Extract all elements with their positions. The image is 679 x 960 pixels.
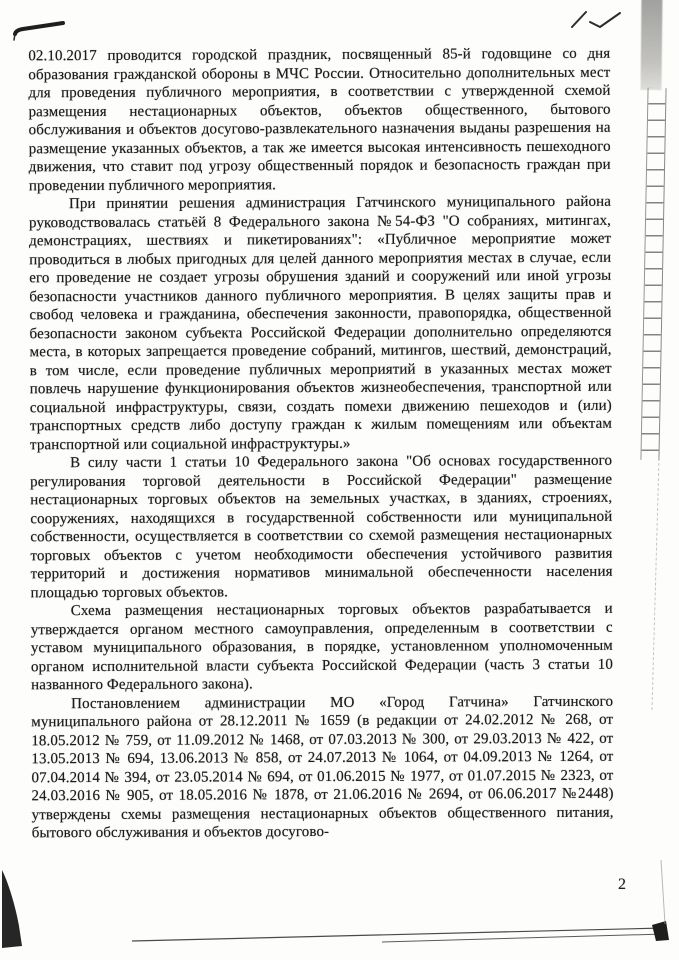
pen-mark-check-icon	[590, 13, 620, 27]
page-number: 2	[618, 876, 626, 893]
corner-shadow-icon	[2, 870, 22, 948]
fold-line-lower	[382, 934, 664, 942]
page-edge-line	[651, 458, 659, 710]
pen-mark-top-left-icon	[15, 23, 63, 34]
paragraph-continuation: 02.10.2017 проводится городской праздник, посвященный 85-й годовщине со дня образования гражданской обороны в МЧС России. Относительно дополнительных мест для проведения публичного мероприятия, в соответствии с утвержденной схемой размещения нестационарных объектов, объектов общественного, бытового обслуживания и объектов досугово-развлекательного назначения выданы разрешения на размещение указанных объектов, а так же имеется высокая интенсивность пешеходного движения, что ставит под угрозу общественный порядок и безопасность граждан при проведении публичного мероприятия.	[28, 45, 611, 194]
page-edge-bottom-line	[661, 860, 665, 924]
paragraph-resolutions: Постановлением администрации МО «Город Гатчина» Гатчинского муниципального района от 28.12.2011 № 1659 (в редакции от 24.02.2012 № 268, от 18.05.2012 № 759, от 11.09.2012 № 1468, от 07.03.2013 № 300, от 29.03.2013 № 422, от 13.05.2013 № 694, 13.06.2013 № 858, от 24.07.2013 № 1064, от 04.09.2013 № 1264, от 07.04.2014 № 394, от 23.05.2014 № 694, от 01.06.2015 № 1977, от 01.07.2015 № 2323, от 24.03.2016 № 905, от 18.05.2016 № 1878, от 21.06.2016 № 2694, от 06.06.2017 №2448) утверждены схемы размещения нестационарных объектов общественного питания, бытового обслуживания и объектов досугово-	[31, 693, 614, 842]
paragraph-law54: При принятии решения администрация Гатчинского муниципального района руководствовалась статьёй 8 Федерального закона №54-ФЗ "О собраниях, митингах, демонстрациях, шествиях и пикетированиях": «Публичное мероприятие может проводиться в любых пригодных для целей данного мероприятия местах в случае, если его проведение не создает угрозы обрушения зданий и сооружений или иной угрозы безопасности участников данного публичного мероприятия. В целях защиты прав и свобод человека и гражданина, обеспечения законности, правопорядка, общественной безопасности законом субъекта Российской Федерации дополнительно определяются места, в которых запрещается проведение собраний, митингов, шествий, демонстраций, в том числе, если проведение публичных мероприятий в указанных местах может повлечь нарушение функционирования объектов жизнеобеспечения, транспортной или социальной инфраструктуры, связи, создать помехи движению пешеходов и (или) транспортных средств либо доступу граждан к жилым помещениям или объектам транспортной или социальной инфраструктуры.»	[28, 193, 612, 453]
pen-mark-top-left-hook-icon	[14, 34, 15, 40]
notebook-edge-shade	[641, 0, 663, 90]
pen-mark-slash-icon	[572, 12, 586, 27]
spiral-binding-edge	[640, 88, 666, 460]
document-body	[28, 45, 613, 843]
paragraph-scheme: Схема размещения нестационарных торговых объектов разрабатывается и утверждается органом местного самоуправления, определенным в соответствии с уставом муниципального образования, в порядке, установленном уполномоченным органом исполнительной власти субъекта Российской Федерации (часть 3 статьи 10 названного Федерального закона).	[30, 600, 613, 694]
paragraph-trade-law: В силу части 1 статьи 10 Федерального закона "Об основах государственного регулирования торговой деятельности в Российской Федерации" размещение нестационарных торговых объектов на земельных участках, в зданиях, строениях, сооружениях, находящихся в государственной собственности или муниципальной собственности, осуществляется в соответствии со схемой размещения нестационарных торговых объектов с учетом необходимости обеспечения устойчивого развития территорий и достижения нормативов минимальной обеспеченности населения площадью торговых объектов.	[30, 452, 613, 601]
fold-line-upper	[132, 928, 664, 941]
fold-line-blob	[652, 921, 669, 941]
